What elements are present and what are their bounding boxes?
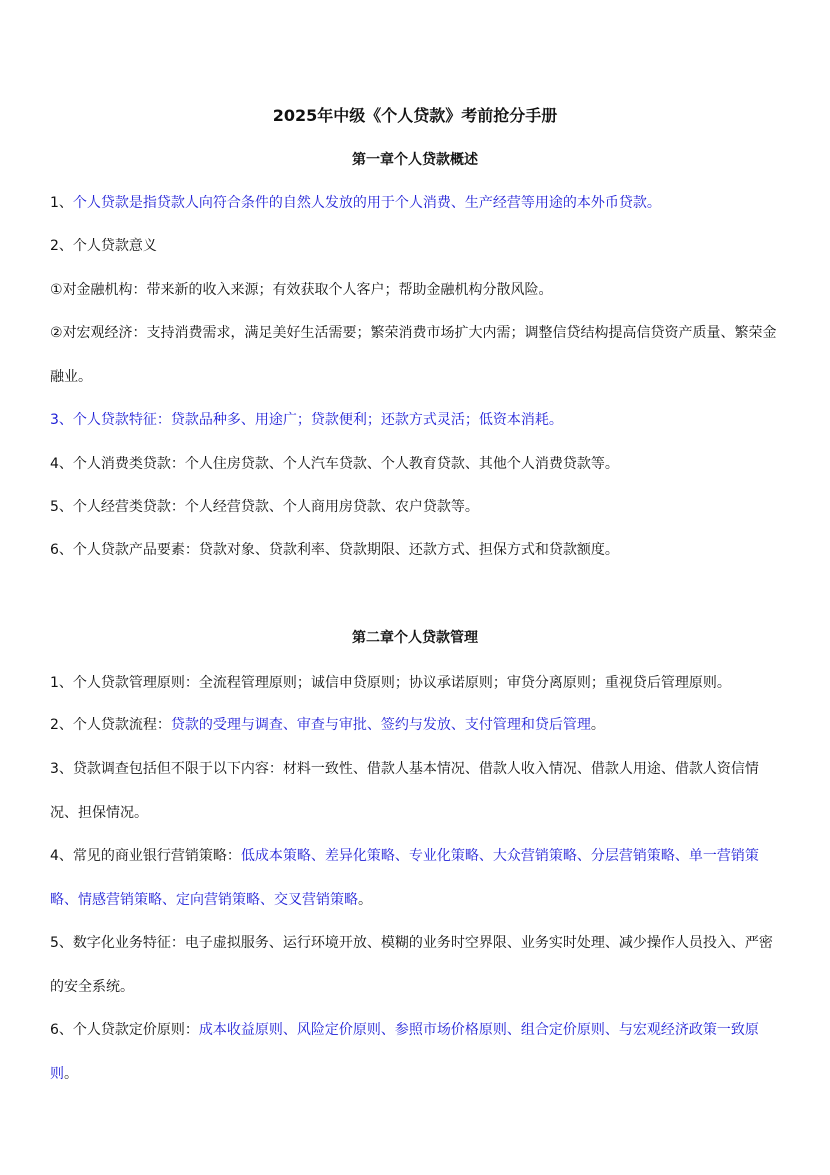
item-text: 材料一致性、借款人基本情况、借款人收入情况、借款人用途、借款人资信情况、担保情况。 xyxy=(50,761,759,821)
item-text: 对金融机构：带来新的收入来源；有效获取个人客户；帮助金融机构分散风险。 xyxy=(62,282,553,298)
item-text: 个人贷款意义 xyxy=(72,238,157,254)
ch2-item-1 xyxy=(50,662,786,706)
item-text: 电子虚拟服务、运行环境开放、模糊的业务时空界限、业务实时处理、减少操作人员投入、严密的安全系统。 xyxy=(50,935,773,995)
item-text: 全流程管理原则；诚信申贷原则；协议承诺原则；审贷分离原则；重视贷后管理原则。 xyxy=(198,675,731,691)
item-label: 贷款调查包括但不限于以下内容： xyxy=(72,761,283,777)
item-prefix: 2、 xyxy=(50,717,73,733)
item-label: 数字化业务特征： xyxy=(72,935,185,951)
item-tail: 。 xyxy=(64,1065,78,1082)
item-prefix: 6、 xyxy=(50,1022,73,1038)
ch2-item-3 xyxy=(50,748,786,835)
item-prefix: 6、 xyxy=(50,542,73,558)
item-text: 个人贷款是指贷款人向符合条件的自然人发放的用于个人消费、生产经营等用途的本外币贷款。 xyxy=(72,195,661,211)
item-prefix: 1、 xyxy=(50,195,73,211)
chapter-1-title: 第一章个人贷款概述 xyxy=(352,152,478,168)
document-title: 2025年中级《个人贷款》考前抢分手册 xyxy=(272,106,558,125)
ch1-item-2 xyxy=(50,225,786,269)
item-prefix: 2、 xyxy=(50,238,73,254)
item-text: 个人经营类贷款：个人经营贷款、个人商用房贷款、农户贷款等。 xyxy=(72,499,479,515)
item-text: 贷款的受理与调查、审查与审批、签约与发放、支付管理和贷后管理 xyxy=(170,717,591,733)
ch2-item-5 xyxy=(50,922,786,1009)
item-prefix: 3、 xyxy=(50,412,73,428)
item-prefix: 5、 xyxy=(50,499,73,515)
item-prefix: 1、 xyxy=(50,675,73,691)
item-text: 个人贷款产品要素：贷款对象、贷款利率、贷款期限、还款方式、担保方式和贷款额度。 xyxy=(72,542,619,558)
item-prefix: 4、 xyxy=(50,848,73,864)
ch1-item-5 xyxy=(50,486,786,530)
item-text: 对宏观经济：支持消费需求，满足美好生活需要；繁荣消费市场扩大内需；调整信贷结构提高信贷资产质量、繁荣金融业。 xyxy=(50,325,777,385)
item-tail: 。 xyxy=(358,891,372,908)
item-text: 成本收益原则、风险定价原则、参照市场价格原则、组合定价原则、与宏观经济政策一致原则 xyxy=(50,1022,759,1082)
item-prefix: 5、 xyxy=(50,935,73,951)
ch1-item-4 xyxy=(50,443,786,487)
item-text: 个人消费类贷款：个人住房贷款、个人汽车贷款、个人教育贷款、其他个人消费贷款等。 xyxy=(72,456,619,472)
item-label: 个人贷款管理原则： xyxy=(72,675,199,691)
item-prefix: 3、 xyxy=(50,761,73,777)
item-prefix: ② xyxy=(50,325,63,341)
item-prefix: ① xyxy=(50,282,63,298)
item-text: 个人贷款特征：贷款品种多、用途广；贷款便利；还款方式灵活；低资本消耗。 xyxy=(72,412,563,428)
item-label: 个人贷款流程： xyxy=(72,717,171,733)
chapter-2-title: 第二章个人贷款管理 xyxy=(352,630,478,646)
ch1-item-6 xyxy=(50,529,786,573)
item-text: 低成本策略、差异化策略、专业化策略、大众营销策略、分层营销策略、单一营销策略、情感营销策略、定向营销策略、交叉营销策略 xyxy=(50,848,759,908)
ch1-item-3 xyxy=(50,399,786,443)
item-label: 个人贷款定价原则： xyxy=(72,1022,199,1038)
item-tail: 。 xyxy=(590,717,605,733)
ch1-item-1 xyxy=(50,182,786,226)
ch2-item-4 xyxy=(50,835,786,922)
ch1-item-2-sub-2 xyxy=(50,312,786,399)
item-prefix: 4、 xyxy=(50,456,73,472)
item-label: 常见的商业银行营销策略： xyxy=(72,848,241,864)
ch1-item-2-sub-1 xyxy=(50,269,786,313)
ch2-item-2 xyxy=(50,704,786,748)
ch2-item-6 xyxy=(50,1009,786,1096)
